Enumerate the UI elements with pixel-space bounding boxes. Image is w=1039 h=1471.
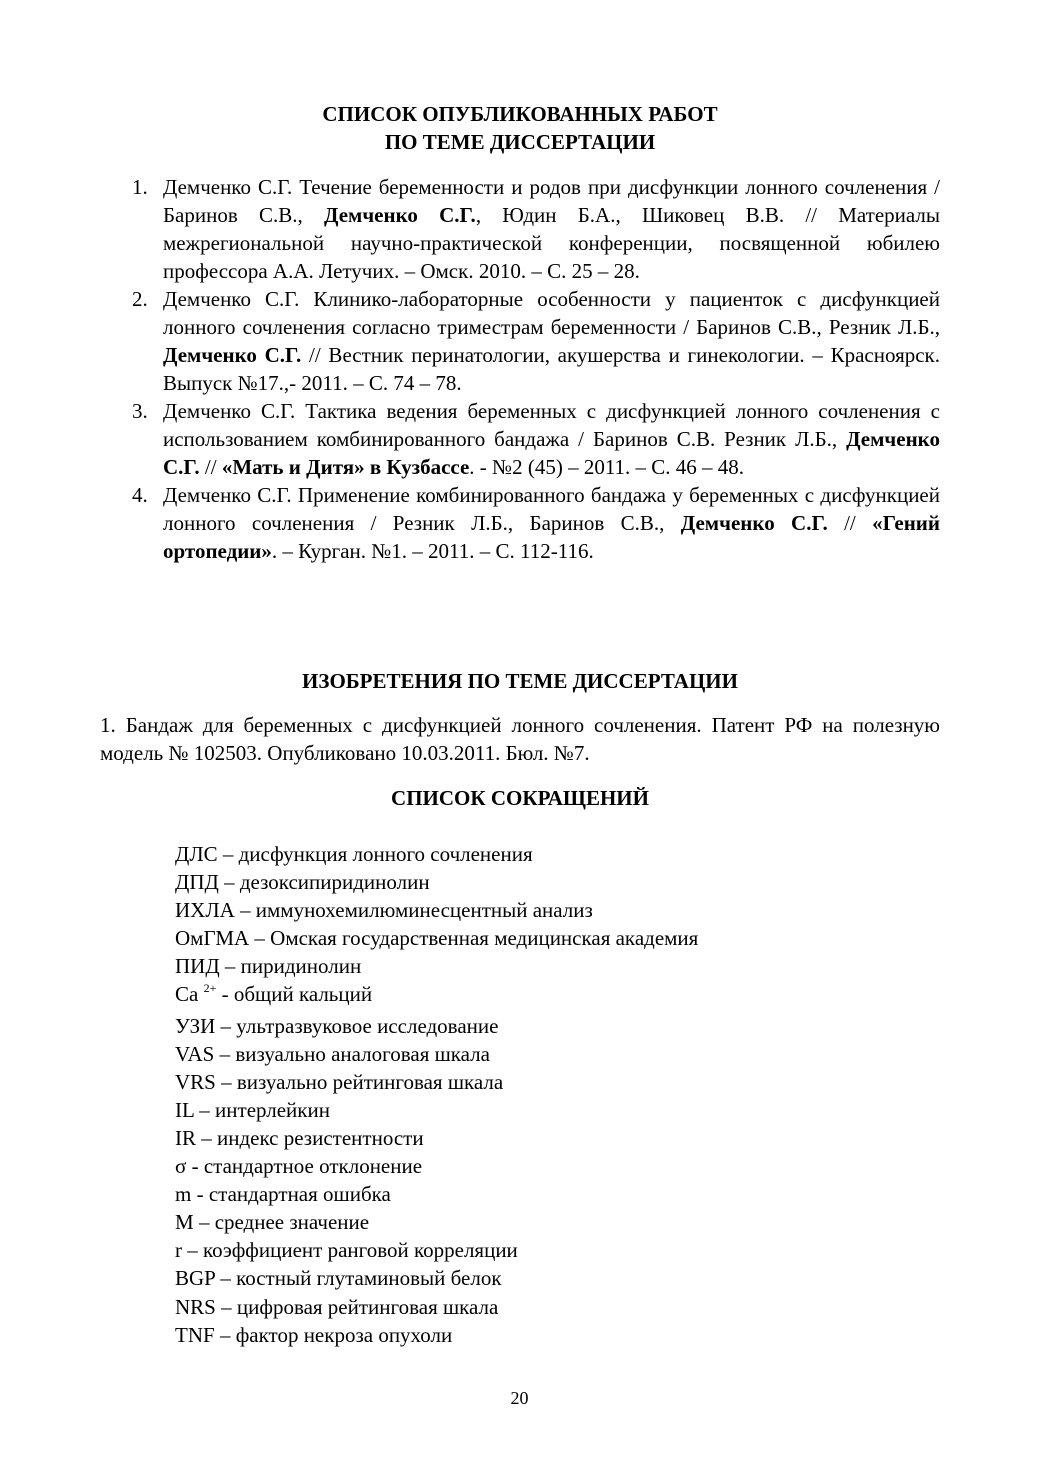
abbreviation-separator: –	[196, 1125, 217, 1150]
publication-text: //	[199, 455, 222, 479]
abbreviation-separator: –	[249, 926, 271, 951]
publication-text: Демченко С.Г. Применение комбинированного бандажа у беременных с дисфункцией лонного сочленения / Резник Л.Б., Баринов С.В.,	[163, 483, 940, 535]
abbreviation-definition: коэффициент ранговой корреляции	[203, 1238, 518, 1263]
abbreviation-term: IR	[175, 1125, 196, 1150]
abbreviation-definition: визуально аналоговая шкала	[235, 1041, 490, 1066]
abbreviation-separator: –	[215, 1294, 237, 1319]
publication-author-bold: Демченко С.Г.	[163, 343, 302, 367]
publications-heading-line1: СПИСОК ОПУБЛИКОВАННЫХ РАБОТ	[322, 102, 718, 126]
abbreviation-term: Ca	[175, 982, 199, 1007]
publication-number: 1.	[132, 175, 148, 199]
abbreviation-definition: костный глутаминовый белок	[236, 1266, 502, 1291]
abbreviation-separator: –	[215, 1013, 237, 1038]
inventions-heading: ИЗОБРЕТЕНИЯ ПО ТЕМЕ ДИССЕРТАЦИИ	[302, 669, 738, 693]
abbreviation-definition: стандартная ошибка	[208, 1182, 391, 1207]
abbreviations-heading: СПИСОК СОКРАЩЕНИЙ	[391, 786, 649, 810]
publication-item	[100, 285, 940, 397]
publication-journal-bold: «Мать и Дитя» в Кузбассе	[221, 455, 470, 479]
abbreviation-item	[175, 924, 935, 952]
abbreviation-term: VAS	[175, 1041, 215, 1066]
publication-text: Демченко С.Г. Течение беременности и родов при дисфункции лонного сочленения / Баринов С.В.,	[163, 175, 940, 227]
abbreviation-term: ОмГМА	[175, 926, 250, 951]
abbreviation-separator: –	[218, 870, 240, 895]
abbreviation-term: УЗИ	[175, 1013, 216, 1038]
publications-list	[100, 173, 940, 565]
abbreviation-item	[175, 1096, 935, 1124]
abbreviation-item	[175, 1264, 935, 1292]
publication-number: 2.	[132, 287, 148, 311]
abbreviation-item	[175, 1068, 935, 1096]
abbreviation-item	[175, 1208, 935, 1236]
abbreviation-item	[175, 868, 935, 896]
abbreviation-definition: общий кальций	[233, 982, 373, 1007]
abbreviation-item	[175, 1180, 935, 1208]
abbreviation-separator: –	[219, 954, 241, 979]
publication-number: 3.	[132, 399, 148, 423]
publication-author-bold: Демченко С.Г.	[163, 427, 940, 479]
publication-author-bold: Демченко С.Г.	[680, 511, 828, 535]
abbreviation-separator: –	[193, 1210, 215, 1235]
abbreviation-definition: индекс резистентности	[217, 1125, 424, 1150]
abbreviation-separator: –	[214, 1322, 236, 1347]
abbreviation-item	[175, 1040, 935, 1068]
abbreviations-list	[175, 840, 935, 1349]
abbreviation-term: r	[175, 1238, 182, 1263]
abbreviation-term: BGP	[175, 1266, 216, 1291]
publication-author-bold: Демченко С.Г.	[324, 203, 476, 227]
abbreviation-term: σ	[175, 1154, 187, 1179]
publication-item	[100, 481, 940, 565]
abbreviation-separator: –	[215, 1069, 237, 1094]
abbreviation-term: IL	[175, 1097, 195, 1122]
abbreviation-definition: стандартное отклонение	[203, 1154, 423, 1179]
abbreviation-item	[175, 1012, 935, 1040]
abbreviation-separator: -	[216, 982, 234, 1007]
invention-item: 1. Бандаж для беременных с дисфункцией лонного сочленения. Патент РФ на полезную модель № 102503. Опубликовано 10.03.2011. Бюл. №7.	[100, 713, 940, 765]
abbreviation-item	[175, 1321, 935, 1349]
abbreviation-definition: пиридинолин	[240, 954, 362, 979]
abbreviation-term: ДЛС	[175, 842, 218, 866]
abbreviation-separator: –	[182, 1238, 203, 1263]
abbreviation-definition: цифровая рейтинговая шкала	[236, 1294, 499, 1319]
abbreviation-separator: –	[194, 1097, 216, 1122]
publication-item	[100, 173, 940, 285]
abbreviation-separator: -	[191, 1182, 209, 1207]
publications-heading	[100, 100, 940, 156]
abbreviation-term: M	[175, 1210, 194, 1235]
abbreviation-definition: дезоксипиридинолин	[239, 870, 430, 895]
abbreviation-term: m	[175, 1182, 192, 1207]
abbreviation-superscript: 2+	[203, 981, 217, 996]
publication-text: . - №2 (45) – 2011. – С. 46 – 48.	[469, 455, 745, 479]
abbreviation-item	[175, 896, 935, 924]
publication-item	[100, 397, 940, 481]
publication-text: // Вестник перинатологии, акушерства и гинекологии. – Красноярск. Выпуск №17.,- 2011. – С. 74 – 78.	[163, 343, 941, 395]
abbreviation-definition: Омская государственная медицинская академия	[270, 926, 699, 951]
publication-number: 4.	[132, 483, 148, 507]
abbreviation-term: VRS	[175, 1069, 216, 1094]
abbreviation-term: TNF	[175, 1322, 215, 1347]
abbreviation-item	[175, 1124, 935, 1152]
abbreviation-item	[175, 1293, 935, 1321]
abbreviation-definition: фактор некроза опухоли	[235, 1322, 453, 1347]
publications-heading-line2: ПО ТЕМЕ ДИССЕРТАЦИИ	[384, 130, 656, 154]
publication-text: //	[827, 511, 873, 535]
abbreviation-term: ИХЛА	[175, 898, 235, 923]
abbreviation-separator: –	[214, 1041, 236, 1066]
publication-text: . – Курган. №1. – 2011. – С. 112-116.	[271, 539, 594, 563]
abbreviation-item	[175, 1152, 935, 1180]
abbreviation-definition: дисфункция лонного сочленения	[238, 842, 533, 866]
abbreviation-term: ДПД	[175, 870, 219, 895]
abbreviation-separator: –	[215, 1266, 237, 1291]
abbreviation-definition: интерлейкин	[215, 1097, 330, 1122]
abbreviation-item	[175, 1236, 935, 1264]
abbreviation-item	[175, 952, 935, 980]
abbreviation-item	[175, 980, 935, 1011]
publication-journal-bold: «Гений ортопедии»	[163, 511, 940, 563]
abbreviation-term: NRS	[175, 1294, 216, 1319]
abbreviation-definition: среднее значение	[214, 1210, 370, 1235]
abbreviation-separator: –	[217, 842, 239, 866]
abbreviation-definition: ультразвуковое исследование	[236, 1013, 499, 1038]
abbreviation-separator: –	[234, 898, 256, 923]
abbreviation-item	[175, 840, 935, 868]
page-number: 20	[510, 1388, 529, 1408]
publication-text: , Юдин Б.А., Шиковец В.В. // Материалы межрегиональной научно-практической конференции, посвященной юбилею профессора А.А. Летучих. – Омск. 2010. – С. 25 – 28.	[163, 203, 940, 283]
abbreviation-definition: визуально рейтинговая шкала	[236, 1069, 504, 1094]
abbreviation-separator: -	[186, 1154, 204, 1179]
abbreviation-term: ПИД	[175, 954, 220, 979]
publication-text: Демченко С.Г. Тактика ведения беременных с дисфункцией лонного сочленения с использованием комбинированного бандажа / Баринов С.В. Резник Л.Б.,	[163, 399, 940, 451]
abbreviation-definition: иммунохемилюминесцентный анализ	[255, 898, 593, 923]
publication-text: Демченко С.Г. Клинико-лабораторные особенности у пациенток с дисфункцией лонного сочленения согласно триместрам беременности / Баринов С.В., Резник Л.Б.,	[163, 287, 940, 339]
